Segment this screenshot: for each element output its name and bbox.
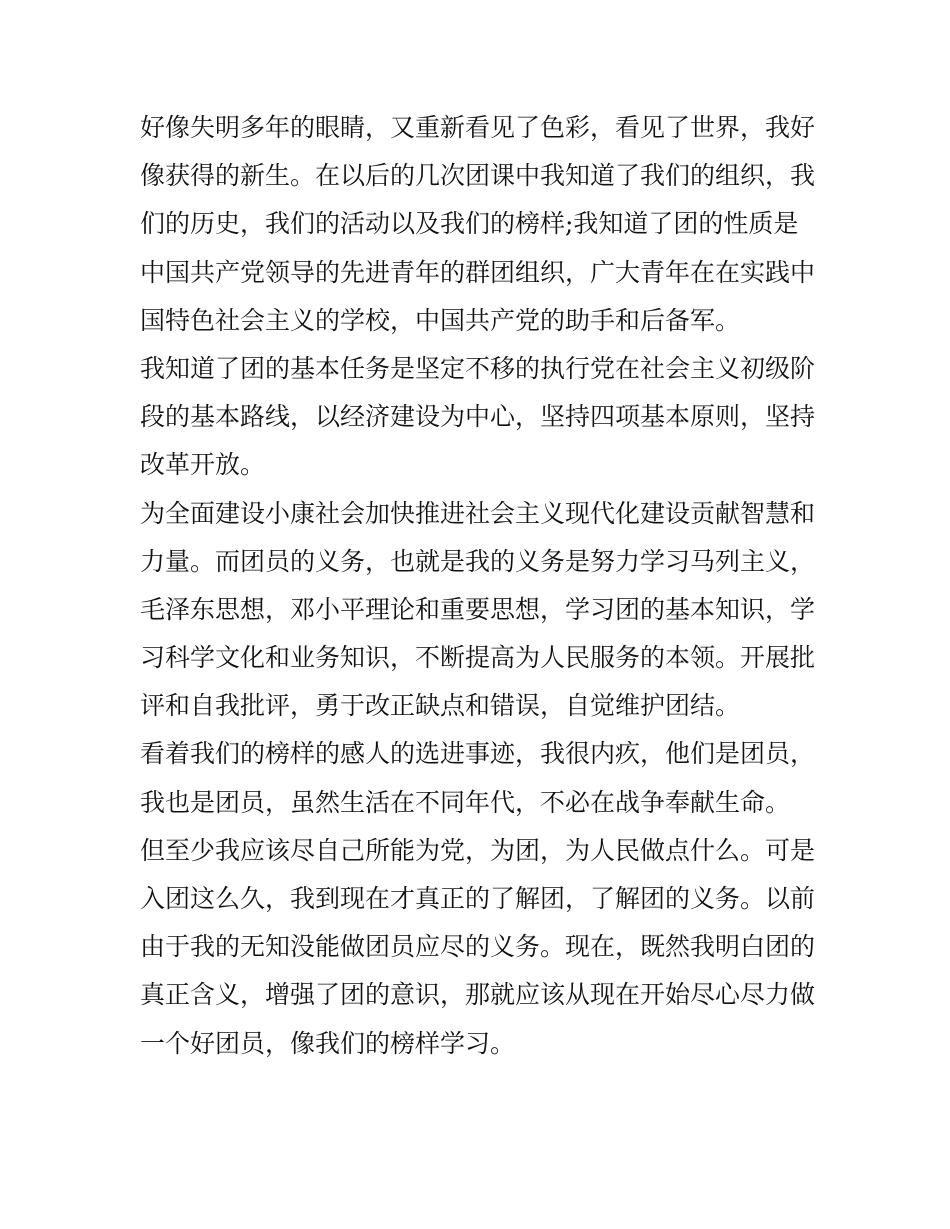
text-line: 看着我们的榜样的感人的选进事迹，我很内疚，他们是团员， <box>140 739 816 769</box>
text-line: 好像失明多年的眼睛，又重新看见了色彩，看见了世界，我好 <box>140 113 816 142</box>
text-line: 为全面建设小康社会加快推进社会主义现代化建设贡献智慧和 <box>140 498 816 528</box>
text-line: 习科学文化和业务知识，不断提高为人民服务的本领。开展批 <box>140 643 816 673</box>
text-line: 真正含义，增强了团的意识，那就应该从现在开始尽心尽力做 <box>140 980 816 1010</box>
text-line: 我知道了团的基本任务是坚定不移的执行党在社会主义初级阶 <box>140 353 816 383</box>
text-line: 入团这么久，我到现在才真正的了解团，了解团的义务。以前 <box>140 884 816 913</box>
text-line: 毛泽东思想，邓小平理论和重要思想，学习团的基本知识，学 <box>140 594 816 624</box>
text-line: 我也是团员，虽然生活在不同年代，不必在战争奉献生命。 <box>140 787 791 817</box>
text-line: 国特色社会主义的学校，中国共产党的助手和后备军。 <box>140 305 741 335</box>
text-line: 像获得的新生。在以后的几次团课中我知道了我们的组织，我 <box>140 161 816 191</box>
text-line: 段的基本路线，以经济建设为中心，坚持四项基本原则，坚持 <box>140 402 816 432</box>
text-line: 中国共产党领导的先进青年的群团组织，广大青年在在实践中 <box>140 257 816 287</box>
text-line: 由于我的无知没能做团员应尽的义务。现在，既然我明白团的 <box>140 932 816 962</box>
text-line: 一个好团员，像我们的榜样学习。 <box>140 1028 516 1058</box>
text-line: 改革开放。 <box>140 450 266 480</box>
text-line: 但至少我应该尽自己所能为党，为团，为人民做点什么。可是 <box>140 835 816 865</box>
text-line: 们的历史，我们的活动以及我们的榜样;我知道了团的性质是 <box>140 209 799 239</box>
text-line: 力量。而团员的义务，也就是我的义务是努力学习马列主义， <box>140 546 816 576</box>
body-text <box>140 104 820 1068</box>
text-line: 评和自我批评，勇于改正缺点和错误，自觉维护团结。 <box>140 691 741 721</box>
